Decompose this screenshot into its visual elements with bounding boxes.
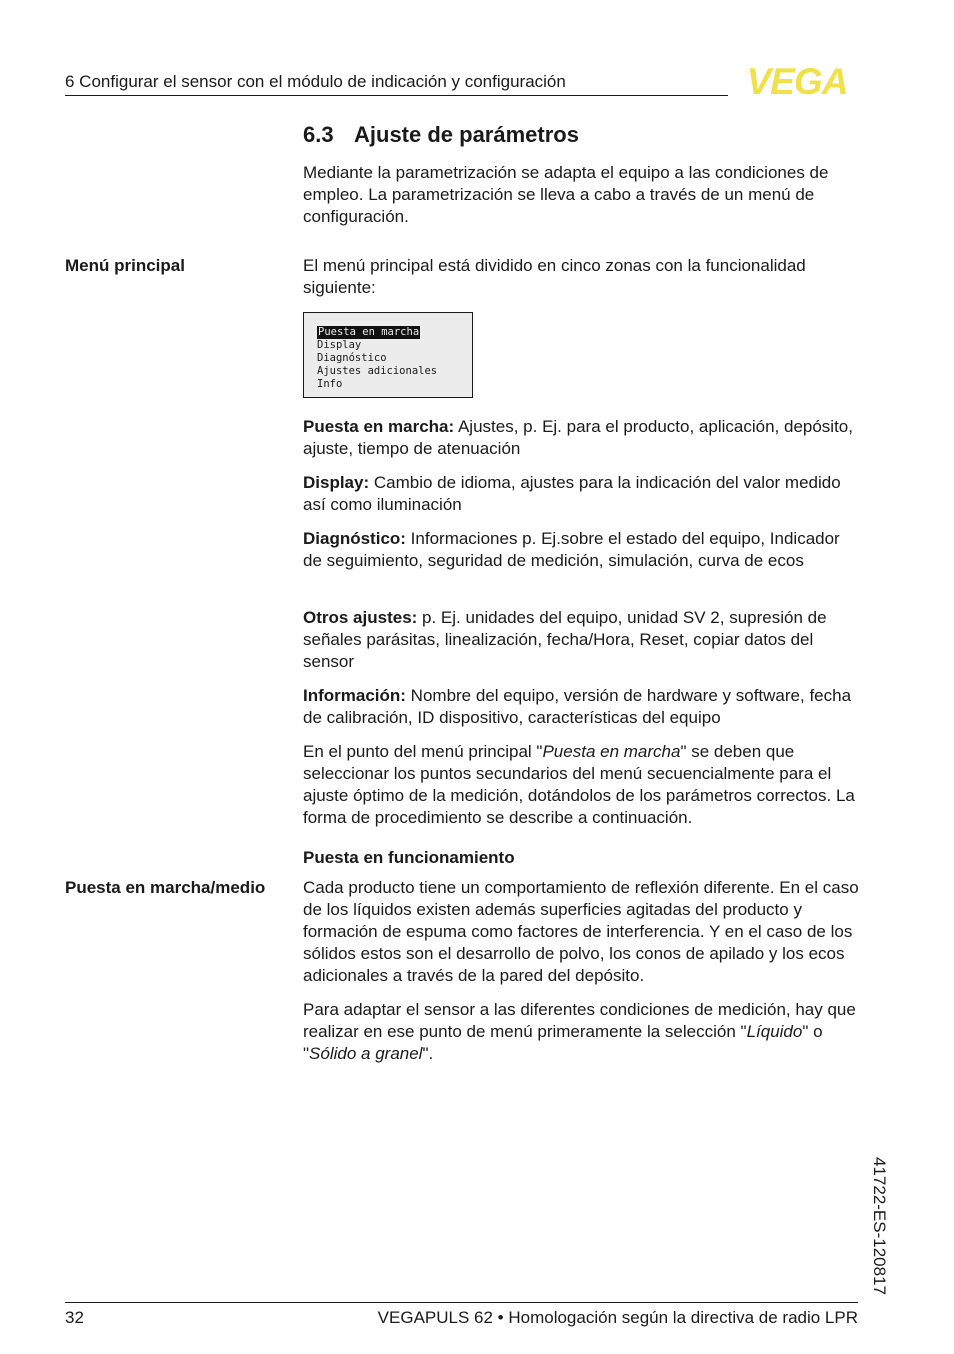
chapter-header: 6 Configurar el sensor con el módulo de indicación y configuración (65, 72, 566, 91)
definition-puesta (303, 416, 859, 460)
definition-term: Diagnóstico: (303, 529, 406, 548)
footer-title: VEGAPULS 62 • Homologación según la directiva de radio LPR (377, 1308, 858, 1327)
definition-diagnostico (303, 528, 859, 572)
lcd-menu-item: Diagnóstico (317, 351, 387, 364)
menu-note-text-end: " se deben que seleccionar los puntos secundarios del menú secuencialmente para el ajuste óptimo de la medición, dotándolos de los parámetros correctos. La forma de procedimiento se describe a continuación. (303, 742, 855, 827)
adapt-text-middle: " o " (303, 1022, 823, 1063)
adapt-emphasis-solid: Sólido a granel (309, 1044, 423, 1063)
definition-desc: Informaciones p. Ej.sobre el estado del equipo, Indicador de seguimiento, seguridad de medición, simulación, curva de ecos (303, 529, 840, 570)
medium-text: Cada producto tiene un comportamiento de reflexión diferente. En el caso de los líquidos existen además superficies agitadas del producto y formación de espuma como factores de interferencia. Y en el caso de los sólidos estos son el desarrollo de polvo, los conos de apilado y los ecos adicionales a través de la pared del depósito. (303, 878, 859, 985)
lcd-menu-item: Ajustes adicionales (317, 364, 438, 377)
main-menu-paragraph (303, 255, 859, 299)
section-heading (303, 122, 579, 148)
header-divider (65, 95, 728, 96)
definition-desc: Ajustes, p. Ej. para el producto, aplicación, depósito, ajuste, tiempo de atenuación (303, 417, 853, 458)
side-label-main-menu: Menú principal (65, 256, 185, 275)
definition-term: Otros ajustes: (303, 608, 418, 627)
footer-divider (65, 1302, 858, 1303)
side-label-medium: Puesta en marcha/medio (65, 878, 266, 897)
lcd-menu-item: Info (317, 377, 343, 390)
adapt-text-end: ". (422, 1044, 434, 1063)
menu-note-text: En el punto del menú principal " (303, 742, 543, 761)
main-menu-text: El menú principal está dividido en cinco zonas con la funcionalidad siguiente: (303, 256, 806, 297)
section-number: 6.3 (303, 122, 334, 147)
subheading: Puesta en funcionamiento (303, 848, 515, 867)
menu-note-emphasis: Puesta en marcha (542, 742, 681, 761)
section-title: Ajuste de parámetros (354, 122, 579, 147)
adapt-paragraph (303, 999, 859, 1065)
menu-note-paragraph (303, 741, 859, 829)
definition-informacion (303, 685, 859, 729)
document-id: 41722-ES-120817 (870, 1157, 889, 1296)
intro-text: Mediante la parametrización se adapta el equipo a las condiciones de empleo. La parametrización se lleva a cabo a través de un menú de configuración. (303, 163, 829, 226)
definition-otros (303, 607, 859, 673)
definition-term: Puesta en marcha: (303, 417, 455, 436)
definition-term: Display: (303, 473, 370, 492)
medium-paragraph (303, 877, 859, 987)
adapt-text: Para adaptar el sensor a las diferentes condiciones de medición, hay que realizar en ese punto de menú primeramente la selección " (303, 1000, 856, 1041)
definition-desc: Nombre del equipo, versión de hardware y software, fecha de calibración, ID dispositivo, características del equipo (303, 686, 852, 727)
logo-text: VEGA (746, 64, 848, 98)
intro-paragraph (303, 162, 859, 228)
definition-desc: p. Ej. unidades del equipo, unidad SV 2, supresión de señales parásitas, linealización, fecha/Hora, Reset, copiar datos del sensor (303, 608, 827, 671)
definition-term: Información: (303, 686, 406, 705)
lcd-menu-item-selected: Puesta en marcha (318, 326, 420, 338)
lcd-menu-item: Display (317, 338, 362, 351)
lcd-menu-list (317, 326, 437, 391)
page-number: 32 (65, 1308, 84, 1327)
definition-desc: Cambio de idioma, ajustes para la indicación del valor medido así como iluminación (303, 473, 841, 514)
lcd-display (303, 312, 473, 398)
definition-display (303, 472, 859, 516)
vega-logo (735, 64, 859, 98)
adapt-emphasis-liquid: Líquido (746, 1022, 803, 1041)
